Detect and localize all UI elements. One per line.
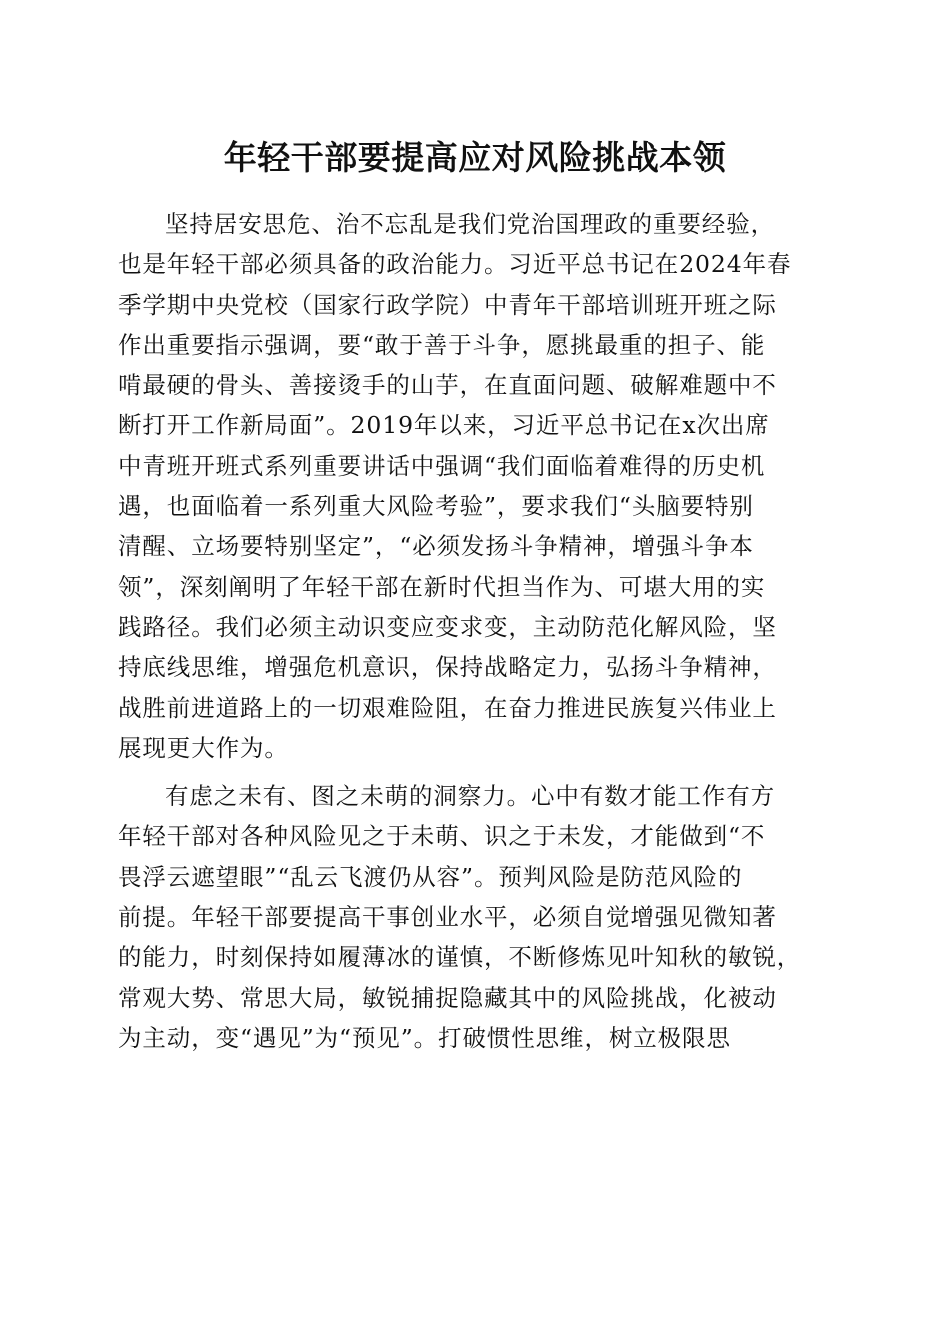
paragraph-line: 展现更大作为。: [118, 733, 289, 762]
paragraph-line: 践路径。我们必须主动识变应变求变，主动防范化解风险，坚: [118, 612, 777, 641]
paragraph-line: 断打开工作新局面”。2019年以来，习近平总书记在x次出席: [118, 411, 770, 440]
paragraph-line: 季学期中央党校（国家行政学院）中青年干部培训班开班之际: [118, 290, 777, 319]
paragraph-line: 畏浮云遮望眼”“乱云飞渡仍从容”。预判风险是防范风险的: [118, 862, 743, 891]
paragraph-line: 前提。年轻干部要提高干事创业水平，必须自觉增强见微知著: [118, 903, 777, 932]
document-title: 年轻干部要提高应对风险挑战本领: [223, 138, 727, 177]
paragraph-line: 遇，也面临着一系列重大风险考验”，要求我们“头脑要特别: [118, 492, 754, 521]
paragraph-line: 中青班开班式系列重要讲话中强调“我们面临着难得的历史机: [118, 451, 766, 480]
paragraph-line: 清醒、立场要特别坚定”，“必须发扬斗争精神，增强斗争本: [118, 532, 754, 561]
paragraph-line: 坚持居安思危、治不忘乱是我们党治国理政的重要经验，: [165, 210, 775, 238]
paragraph-line: 也是年轻干部必须具备的政治能力。习近平总书记在2024年春: [118, 250, 792, 279]
paragraph-line: 领”，深刻阐明了年轻干部在新时代担当作为、可堪大用的实: [118, 572, 766, 601]
paragraph-line: 战胜前进道路上的一切艰难险阻，在奋力推进民族复兴伟业上: [118, 693, 777, 722]
paragraph-2: [118, 776, 830, 1058]
paragraph-line: 为主动，变“遇见”为“预见”。打破惯性思维，树立极限思: [118, 1023, 731, 1052]
paragraph-line: 常观大势、常思大局，敏锐捕捉隐藏其中的风险挑战，化被动: [118, 983, 777, 1012]
paragraph-line: 持底线思维，增强危机意识，保持战略定力，弘扬斗争精神，: [118, 653, 777, 682]
paragraph-line: 啃最硬的骨头、善接烫手的山芋，在直面问题、破解难题中不: [118, 371, 777, 400]
document-body: [118, 204, 830, 1058]
paragraph-line: 的能力，时刻保持如履薄冰的谨慎，不断修炼见叶知秋的敏锐，: [118, 943, 802, 972]
paragraph-line: 有虑之未有、图之未萌的洞察力。心中有数才能工作有方: [165, 782, 775, 811]
paragraph-line: 年轻干部对各种风险见之于未萌、识之于未发，才能做到“不: [118, 822, 766, 851]
paragraph-line: 作出重要指示强调，要“敢于善于斗争，愿挑最重的担子、能: [118, 330, 766, 359]
paragraph-1: [118, 204, 830, 768]
